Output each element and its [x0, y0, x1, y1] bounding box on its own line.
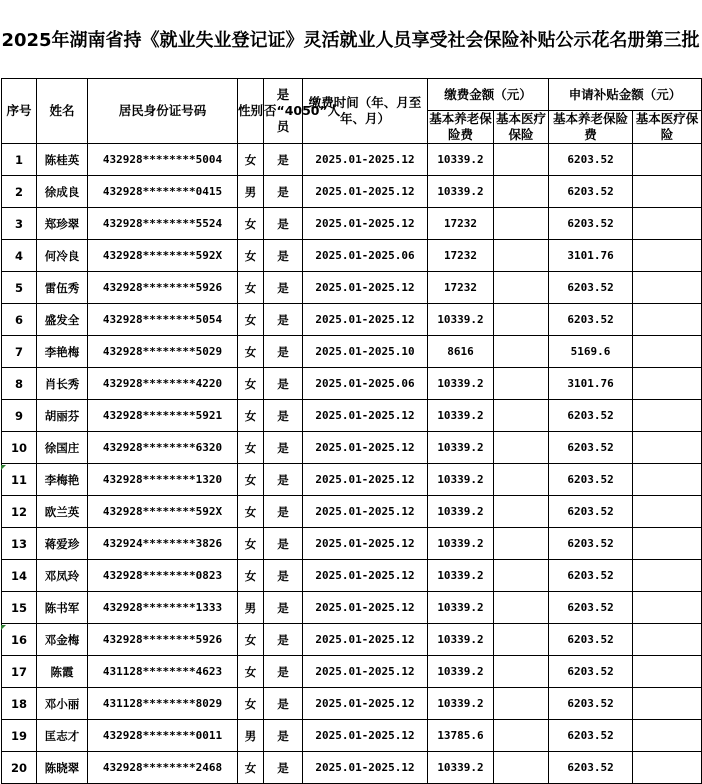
cell-paid-medical: [494, 208, 549, 240]
cell-paid-pension: 10339.2: [428, 368, 494, 400]
cell-is4050: 是: [264, 432, 303, 464]
header-subsidy-pension: 基本养老保险费: [549, 111, 633, 144]
cell-id: 431128********4623: [88, 656, 238, 688]
cell-paid-pension: 10339.2: [428, 496, 494, 528]
cell-subsidy-pension: 6203.52: [549, 560, 633, 592]
cell-is4050: 是: [264, 368, 303, 400]
cell-name: 李梅艳: [37, 464, 88, 496]
cell-id: 432928********4220: [88, 368, 238, 400]
header-paid-medical: 基本医疗保险: [494, 111, 549, 144]
cell-paid-medical: [494, 592, 549, 624]
cell-subsidy-pension: 6203.52: [549, 592, 633, 624]
cell-period: 2025.01-2025.12: [303, 528, 428, 560]
cell-subsidy-medical: [633, 240, 702, 272]
cell-period: 2025.01-2025.12: [303, 432, 428, 464]
cell-gender: 女: [238, 272, 264, 304]
table-body: [2, 144, 702, 784]
cell-gender: 女: [238, 752, 264, 784]
cell-subsidy-medical: [633, 368, 702, 400]
cell-name: 陈霞: [37, 656, 88, 688]
cell-gender: 女: [238, 624, 264, 656]
cell-subsidy-medical: [633, 528, 702, 560]
cell-gender: 女: [238, 368, 264, 400]
cell-subsidy-medical: [633, 624, 702, 656]
cell-name: 陈桂英: [37, 144, 88, 176]
cell-id: 432928********5524: [88, 208, 238, 240]
cell-is4050: 是: [264, 400, 303, 432]
cell-period: 2025.01-2025.10: [303, 336, 428, 368]
cell-paid-medical: [494, 368, 549, 400]
cell-subsidy-medical: [633, 432, 702, 464]
cell-paid-medical: [494, 656, 549, 688]
header-id: 居民身份证号码: [88, 79, 238, 144]
header-seq: 序号: [2, 79, 37, 144]
cell-name: 匡志才: [37, 720, 88, 752]
cell-gender: 女: [238, 560, 264, 592]
cell-gender: 女: [238, 400, 264, 432]
cell-subsidy-pension: 5169.6: [549, 336, 633, 368]
cell-period: 2025.01-2025.12: [303, 624, 428, 656]
cell-subsidy-pension: 6203.52: [549, 688, 633, 720]
cell-name: 邓小丽: [37, 688, 88, 720]
cell-seq: 9: [2, 400, 37, 432]
table-row: [2, 688, 702, 720]
cell-period: 2025.01-2025.12: [303, 304, 428, 336]
cell-name: 徐国庄: [37, 432, 88, 464]
cell-period: 2025.01-2025.12: [303, 496, 428, 528]
cell-name: 胡丽芬: [37, 400, 88, 432]
cell-name: 郑珍翠: [37, 208, 88, 240]
cell-is4050: 是: [264, 720, 303, 752]
cell-subsidy-medical: [633, 560, 702, 592]
cell-paid-pension: 10339.2: [428, 528, 494, 560]
cell-period: 2025.01-2025.12: [303, 144, 428, 176]
cell-paid-pension: 10339.2: [428, 624, 494, 656]
cell-paid-medical: [494, 144, 549, 176]
table-row: [2, 240, 702, 272]
cell-paid-pension: 10339.2: [428, 560, 494, 592]
cell-seq: 20: [2, 752, 37, 784]
cell-id: 432924********3826: [88, 528, 238, 560]
cell-period: 2025.01-2025.12: [303, 400, 428, 432]
cell-paid-pension: 10339.2: [428, 464, 494, 496]
cell-gender: 男: [238, 720, 264, 752]
table-row: [2, 592, 702, 624]
cell-subsidy-pension: 6203.52: [549, 752, 633, 784]
cell-paid-pension: 17232: [428, 272, 494, 304]
cell-gender: 女: [238, 464, 264, 496]
cell-paid-medical: [494, 304, 549, 336]
cell-period: 2025.01-2025.12: [303, 176, 428, 208]
cell-subsidy-medical: [633, 144, 702, 176]
cell-paid-pension: 10339.2: [428, 144, 494, 176]
cell-gender: 男: [238, 176, 264, 208]
cell-subsidy-medical: [633, 720, 702, 752]
cell-paid-pension: 10339.2: [428, 176, 494, 208]
cell-name: 盛发全: [37, 304, 88, 336]
cell-gender: 女: [238, 304, 264, 336]
header-paid-pension: 基本养老保险费: [429, 111, 492, 142]
cell-period: 2025.01-2025.12: [303, 272, 428, 304]
cell-gender: 女: [238, 240, 264, 272]
cell-id: 432928********5004: [88, 144, 238, 176]
cell-subsidy-pension: 6203.52: [549, 304, 633, 336]
cell-paid-pension: 10339.2: [428, 656, 494, 688]
cell-is4050: 是: [264, 304, 303, 336]
cell-seq: 14: [2, 560, 37, 592]
header-name: 姓名: [37, 79, 88, 144]
cell-subsidy-medical: [633, 496, 702, 528]
cell-subsidy-pension: 6203.52: [549, 528, 633, 560]
cell-is4050: 是: [264, 208, 303, 240]
cell-seq: 17: [2, 656, 37, 688]
cell-name: 雷伍秀: [37, 272, 88, 304]
cell-gender: 女: [238, 688, 264, 720]
cell-id: 432928********2468: [88, 752, 238, 784]
cell-paid-medical: [494, 688, 549, 720]
cell-paid-pension: 13785.6: [428, 720, 494, 752]
cell-paid-pension: 8616: [428, 336, 494, 368]
cell-seq: 10: [2, 432, 37, 464]
cell-paid-pension: 10339.2: [428, 432, 494, 464]
cell-paid-medical: [494, 464, 549, 496]
cell-subsidy-pension: 3101.76: [549, 368, 633, 400]
cell-subsidy-pension: 6203.52: [549, 496, 633, 528]
cell-subsidy-pension: 6203.52: [549, 208, 633, 240]
cell-subsidy-pension: 6203.52: [549, 624, 633, 656]
table-row: [2, 624, 702, 656]
cell-period: 2025.01-2025.12: [303, 560, 428, 592]
cell-id: 432928********592X: [88, 240, 238, 272]
cell-period: 2025.01-2025.12: [303, 656, 428, 688]
cell-is4050: 是: [264, 176, 303, 208]
cell-is4050: 是: [264, 752, 303, 784]
table-row: [2, 176, 702, 208]
cell-name: 邓金梅: [37, 624, 88, 656]
cell-id: 432928********0415: [88, 176, 238, 208]
cell-id: 432928********1333: [88, 592, 238, 624]
cell-is4050: 是: [264, 464, 303, 496]
cell-subsidy-medical: [633, 176, 702, 208]
cell-subsidy-pension: 3101.76: [549, 240, 633, 272]
cell-paid-medical: [494, 272, 549, 304]
cell-subsidy-medical: [633, 592, 702, 624]
cell-id: 432928********5054: [88, 304, 238, 336]
cell-paid-medical: [494, 496, 549, 528]
cell-is4050: 是: [264, 624, 303, 656]
cell-id: 431128********8029: [88, 688, 238, 720]
cell-is4050: 是: [264, 528, 303, 560]
cell-paid-pension: 17232: [428, 208, 494, 240]
cell-paid-medical: [494, 560, 549, 592]
cell-seq: 3: [2, 208, 37, 240]
cell-subsidy-medical: [633, 688, 702, 720]
cell-paid-medical: [494, 624, 549, 656]
cell-seq: 8: [2, 368, 37, 400]
cell-subsidy-medical: [633, 304, 702, 336]
cell-seq: 2: [2, 176, 37, 208]
cell-id: 432928********5921: [88, 400, 238, 432]
cell-paid-pension: 10339.2: [428, 592, 494, 624]
cell-paid-medical: [494, 336, 549, 368]
cell-gender: 女: [238, 656, 264, 688]
cell-paid-medical: [494, 528, 549, 560]
cell-is4050: 是: [264, 560, 303, 592]
cell-period: 2025.01-2025.12: [303, 208, 428, 240]
cell-paid-medical: [494, 240, 549, 272]
cell-comment-marker: [1, 625, 6, 630]
cell-name: 陈书军: [37, 592, 88, 624]
cell-gender: 女: [238, 336, 264, 368]
cell-subsidy-pension: 6203.52: [549, 272, 633, 304]
cell-seq: 12: [2, 496, 37, 528]
cell-subsidy-medical: [633, 272, 702, 304]
cell-period: 2025.01-2025.12: [303, 688, 428, 720]
cell-is4050: 是: [264, 272, 303, 304]
cell-is4050: 是: [264, 144, 303, 176]
cell-name: 邓凤玲: [37, 560, 88, 592]
cell-is4050: 是: [264, 240, 303, 272]
cell-subsidy-medical: [633, 656, 702, 688]
cell-paid-medical: [494, 176, 549, 208]
cell-seq: 13: [2, 528, 37, 560]
cell-gender: 女: [238, 208, 264, 240]
cell-paid-pension: 10339.2: [428, 304, 494, 336]
header-is4050: 是否“4050”人员: [264, 79, 303, 144]
cell-seq: 5: [2, 272, 37, 304]
table-row: [2, 560, 702, 592]
page-title: 2025年湖南省持《就业失业登记证》灵活就业人员享受社会保险补贴公示花名册第三批: [1, 30, 700, 51]
cell-subsidy-pension: 6203.52: [549, 144, 633, 176]
cell-is4050: 是: [264, 336, 303, 368]
cell-subsidy-pension: 6203.52: [549, 656, 633, 688]
table-row: [2, 336, 702, 368]
cell-paid-medical: [494, 720, 549, 752]
roster-table: [1, 78, 702, 784]
table-row: [2, 656, 702, 688]
cell-name: 肖长秀: [37, 368, 88, 400]
cell-period: 2025.01-2025.06: [303, 240, 428, 272]
header-paid-group: 缴费金额（元）: [428, 79, 549, 111]
cell-seq: 18: [2, 688, 37, 720]
cell-gender: 男: [238, 592, 264, 624]
cell-id: 432928********5926: [88, 272, 238, 304]
cell-period: 2025.01-2025.12: [303, 752, 428, 784]
table-row: [2, 400, 702, 432]
cell-paid-pension: 10339.2: [428, 688, 494, 720]
cell-is4050: 是: [264, 688, 303, 720]
cell-id: 432928********0823: [88, 560, 238, 592]
table-row: [2, 464, 702, 496]
cell-name: 蒋爱珍: [37, 528, 88, 560]
cell-is4050: 是: [264, 496, 303, 528]
table-row: [2, 752, 702, 784]
cell-subsidy-medical: [633, 208, 702, 240]
cell-seq: 19: [2, 720, 37, 752]
cell-seq: 15: [2, 592, 37, 624]
header-period: 缴费时间（年、月至年、月）: [303, 79, 428, 144]
cell-paid-pension: 17232: [428, 240, 494, 272]
cell-id: 432928********6320: [88, 432, 238, 464]
cell-subsidy-medical: [633, 400, 702, 432]
cell-period: 2025.01-2025.12: [303, 464, 428, 496]
cell-seq: 16: [2, 624, 37, 656]
cell-name: 陈晓翠: [37, 752, 88, 784]
cell-seq: 11: [2, 464, 37, 496]
cell-paid-medical: [494, 400, 549, 432]
cell-seq: 4: [2, 240, 37, 272]
cell-subsidy-pension: 6203.52: [549, 176, 633, 208]
cell-comment-marker: [1, 465, 6, 470]
header-subsidy-medical: 基本医疗保险: [633, 111, 702, 144]
cell-period: 2025.01-2025.06: [303, 368, 428, 400]
cell-paid-pension: 10339.2: [428, 752, 494, 784]
cell-name: 欧兰英: [37, 496, 88, 528]
cell-subsidy-medical: [633, 752, 702, 784]
cell-id: 432928********5029: [88, 336, 238, 368]
cell-paid-pension: 10339.2: [428, 400, 494, 432]
cell-subsidy-medical: [633, 336, 702, 368]
cell-is4050: 是: [264, 656, 303, 688]
table-row: [2, 432, 702, 464]
cell-seq: 7: [2, 336, 37, 368]
cell-paid-medical: [494, 432, 549, 464]
cell-seq: 6: [2, 304, 37, 336]
cell-subsidy-pension: 6203.52: [549, 464, 633, 496]
cell-period: 2025.01-2025.12: [303, 592, 428, 624]
cell-subsidy-medical: [633, 464, 702, 496]
cell-is4050: 是: [264, 592, 303, 624]
table-row: [2, 720, 702, 752]
cell-name: 李艳梅: [37, 336, 88, 368]
table-row: [2, 368, 702, 400]
cell-gender: 女: [238, 432, 264, 464]
cell-id: 432928********5926: [88, 624, 238, 656]
table-row: [2, 304, 702, 336]
cell-subsidy-pension: 6203.52: [549, 432, 633, 464]
cell-name: 何冷良: [37, 240, 88, 272]
cell-id: 432928********0011: [88, 720, 238, 752]
header-gender: 性别: [238, 79, 264, 144]
table-row: [2, 272, 702, 304]
header-subsidy-group: 申请补贴金额（元）: [549, 79, 702, 111]
cell-seq: 1: [2, 144, 37, 176]
table-row: [2, 144, 702, 176]
cell-subsidy-pension: 6203.52: [549, 400, 633, 432]
table-row: [2, 208, 702, 240]
cell-gender: 女: [238, 496, 264, 528]
cell-id: 432928********592X: [88, 496, 238, 528]
cell-subsidy-pension: 6203.52: [549, 720, 633, 752]
cell-name: 徐成良: [37, 176, 88, 208]
cell-paid-medical: [494, 752, 549, 784]
cell-gender: 女: [238, 144, 264, 176]
cell-id: 432928********1320: [88, 464, 238, 496]
cell-gender: 女: [238, 528, 264, 560]
cell-period: 2025.01-2025.12: [303, 720, 428, 752]
table-row: [2, 528, 702, 560]
table-row: [2, 496, 702, 528]
